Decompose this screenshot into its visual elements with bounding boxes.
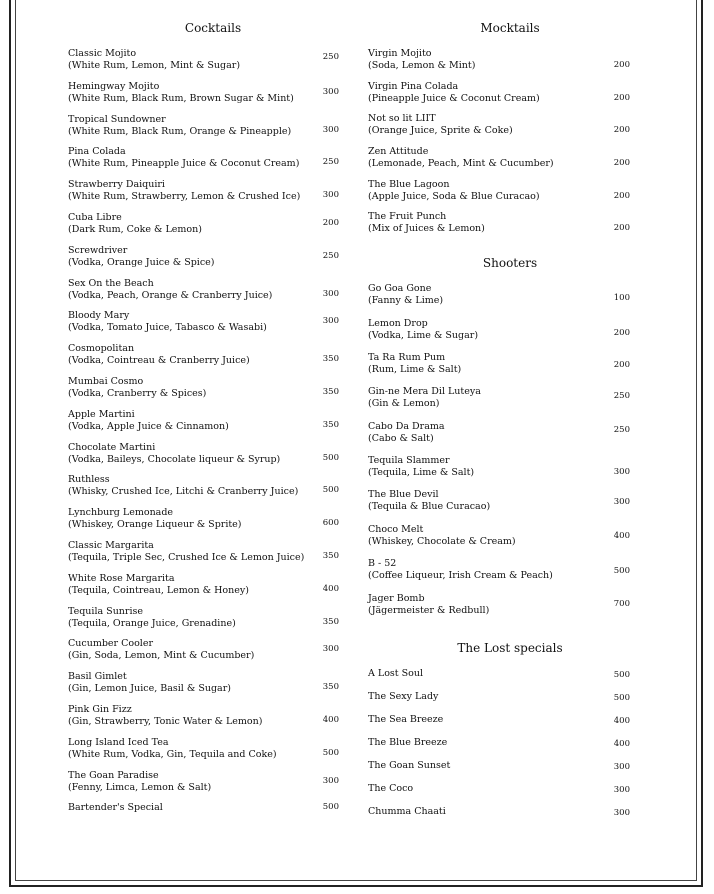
cocktails-item [68, 114, 291, 137]
cocktails-item [68, 606, 236, 629]
item-price: 250 [613, 425, 630, 435]
cocktails-item [68, 507, 242, 530]
item-price: 400 [322, 584, 339, 594]
item-ingredients: (Apple Juice, Soda & Blue Curacao) [368, 190, 540, 202]
item-ingredients: (Tequila, Triple Sec, Crushed Ice & Lemon Juice) [68, 551, 305, 563]
item-ingredients: (Jägermeister & Redbull) [368, 604, 490, 616]
item-ingredients: (White Rum, Lemon, Mint & Sugar) [68, 59, 241, 71]
cocktails-item [68, 638, 254, 661]
item-ingredients: (Vodka, Apple Juice & Cinnamon) [68, 420, 229, 432]
item-name: Ruthless [68, 474, 110, 485]
item-name: Hemingway Mojito [68, 81, 160, 92]
item-price: 400 [613, 716, 630, 726]
item-name: Cosmopolitan [68, 343, 135, 354]
shooters-item [368, 386, 481, 409]
specials-item [368, 783, 413, 795]
item-name: Lemon Drop [368, 318, 428, 329]
item-price: 350 [322, 420, 339, 430]
item-price: 400 [322, 715, 339, 725]
item-ingredients: (Rum, Lime & Salt) [368, 363, 462, 375]
item-ingredients: (Whiskey, Chocolate & Cream) [368, 535, 516, 547]
item-ingredients: (White Rum, Vodka, Gin, Tequila and Coke) [68, 748, 277, 760]
item-ingredients: (Dark Rum, Coke & Lemon) [68, 223, 202, 235]
cocktails-item [68, 81, 294, 104]
item-name: Mumbai Cosmo [68, 376, 144, 387]
item-price: 200 [613, 125, 630, 135]
item-ingredients: (White Rum, Black Rum, Brown Sugar & Mint) [68, 92, 294, 104]
item-name: Choco Melt [368, 524, 424, 535]
item-price: 300 [322, 125, 339, 135]
item-price: 350 [322, 682, 339, 692]
specials-item [368, 737, 447, 749]
mocktails-item [368, 211, 485, 234]
item-price: 200 [613, 328, 630, 338]
item-ingredients: (Vodka, Baileys, Chocolate liqueur & Syrup) [68, 453, 281, 465]
item-name: Virgin Mojito [368, 48, 432, 59]
cocktails-item [68, 671, 231, 694]
item-name: Go Goa Gone [368, 283, 432, 294]
cocktails-item [68, 573, 249, 596]
item-ingredients: (Orange Juice, Sprite & Coke) [368, 124, 513, 136]
cocktails-item [68, 802, 163, 814]
item-ingredients: (White Rum, Pineapple Juice & Coconut Cream) [68, 157, 300, 169]
item-name: Lynchburg Lemonade [68, 507, 174, 518]
item-name: Sex On the Beach [68, 278, 154, 289]
item-price: 200 [322, 218, 339, 228]
cocktails-item [68, 474, 298, 497]
item-price: 300 [613, 497, 630, 507]
item-name: The Blue Lagoon [368, 179, 450, 190]
item-price: 250 [322, 52, 339, 62]
item-name: The Goan Sunset [368, 760, 451, 771]
specials-item [368, 806, 446, 818]
item-ingredients: (White Rum, Strawberry, Lemon & Crushed Ice) [68, 190, 301, 202]
item-price: 350 [322, 617, 339, 627]
cocktails-item [68, 245, 214, 268]
cocktails-item [68, 343, 250, 366]
item-ingredients: (Vodka, Lime & Sugar) [368, 329, 479, 341]
item-ingredients: (Soda, Lemon & Mint) [368, 59, 476, 71]
mocktails-item [368, 146, 554, 169]
item-name: Cabo Da Drama [368, 421, 445, 432]
item-price: 200 [613, 360, 630, 370]
cocktails-item [68, 540, 304, 563]
item-name: Chocolate Martini [68, 442, 156, 453]
item-ingredients: (Gin, Lemon Juice, Basil & Sugar) [68, 682, 231, 694]
item-name: White Rose Margarita [68, 573, 175, 584]
item-name: Pina Colada [68, 146, 126, 157]
item-name: The Blue Devil [368, 489, 439, 500]
cocktails-item [68, 310, 267, 333]
item-name: Cuba Libre [68, 212, 122, 223]
item-name: Not so lit LIIT [368, 113, 436, 124]
item-ingredients: (Gin, Soda, Lemon, Mint & Cucumber) [68, 649, 255, 661]
item-price: 400 [613, 531, 630, 541]
item-ingredients: (Tequila & Blue Curacao) [368, 500, 491, 512]
item-name: The Sexy Lady [368, 691, 439, 702]
item-name: Chumma Chaati [368, 806, 446, 817]
cocktails-item [68, 48, 240, 71]
specials-item [368, 668, 423, 680]
item-price: 500 [613, 566, 630, 576]
cocktails-item [68, 278, 272, 301]
item-name: A Lost Soul [368, 668, 424, 679]
item-ingredients: (Pineapple Juice & Coconut Cream) [368, 92, 540, 104]
mocktails-item [368, 113, 513, 136]
item-price: 250 [322, 157, 339, 167]
item-ingredients: (Vodka, Tomato Juice, Tabasco & Wasabi) [68, 321, 267, 333]
item-name: Gin-ne Mera Dil Luteya [368, 386, 481, 397]
item-name: Virgin Pina Colada [368, 81, 459, 92]
cocktails-item [68, 409, 229, 432]
item-ingredients: (Whiskey, Orange Liqueur & Sprite) [68, 518, 242, 530]
item-price: 500 [322, 802, 339, 812]
cocktails-item [68, 179, 300, 202]
mocktails-item [368, 48, 475, 71]
item-price: 100 [613, 293, 630, 303]
item-name: The Coco [368, 783, 414, 794]
item-name: Screwdriver [68, 245, 128, 256]
item-ingredients: (Coffee Liqueur, Irish Cream & Peach) [368, 569, 553, 581]
item-name: Classic Margarita [68, 540, 154, 551]
item-price: 300 [322, 289, 339, 299]
item-name: Apple Martini [68, 409, 135, 420]
item-price: 250 [322, 251, 339, 261]
shooters-item [368, 318, 478, 341]
item-ingredients: (Tequila, Orange Juice, Grenadine) [68, 617, 236, 629]
item-price: 400 [613, 739, 630, 749]
item-name: Classic Mojito [68, 48, 137, 59]
mocktails-heading: Mocktails [480, 21, 540, 35]
item-price: 300 [613, 762, 630, 772]
item-ingredients: (Tequila, Lime & Salt) [368, 466, 475, 478]
item-ingredients: (Vodka, Cointreau & Cranberry Juice) [68, 354, 250, 366]
specials-heading: The Lost specials [457, 641, 563, 655]
item-ingredients: (Fanny & Lime) [368, 294, 444, 306]
specials-item [368, 760, 450, 772]
item-ingredients: (Cabo & Salt) [368, 432, 434, 444]
cocktails-heading: Cocktails [184, 21, 242, 35]
item-name: Pink Gin Fizz [68, 704, 132, 715]
item-ingredients: (Mix of Juices & Lemon) [368, 222, 485, 234]
item-price: 500 [613, 693, 630, 703]
shooters-item [368, 524, 516, 547]
item-name: Strawberry Daiquiri [68, 179, 165, 190]
item-ingredients: (Vodka, Orange Juice & Spice) [68, 256, 215, 268]
item-price: 600 [322, 518, 339, 528]
item-price: 350 [322, 387, 339, 397]
cocktails-item [68, 737, 277, 760]
item-name: The Fruit Punch [368, 211, 447, 222]
item-name: The Sea Breeze [368, 714, 444, 725]
shooters-item [368, 593, 489, 616]
item-price: 300 [322, 776, 339, 786]
item-name: Bloody Mary [68, 310, 130, 321]
item-price: 200 [613, 158, 630, 168]
mocktails-item [368, 179, 540, 202]
cocktails-item [68, 704, 262, 727]
shooters-item [368, 455, 474, 478]
item-price: 300 [322, 644, 339, 654]
item-ingredients: (Vodka, Peach, Orange & Cranberry Juice) [68, 289, 273, 301]
item-ingredients: (Whisky, Crushed Ice, Litchi & Cranberry Juice) [68, 485, 299, 497]
item-ingredients: (Gin, Strawberry, Tonic Water & Lemon) [68, 715, 263, 727]
item-name: Ta Ra Rum Pum [368, 352, 446, 363]
item-name: The Blue Breeze [368, 737, 448, 748]
item-price: 350 [322, 551, 339, 561]
item-name: Tequila Sunrise [68, 606, 144, 617]
specials-item [368, 714, 443, 726]
cocktails-item [68, 212, 202, 235]
item-price: 200 [613, 60, 630, 70]
item-price: 350 [322, 354, 339, 364]
item-price: 300 [613, 808, 630, 818]
cocktails-item [68, 442, 280, 465]
item-name: Tequila Slammer [368, 455, 450, 466]
cocktails-item [68, 376, 206, 399]
item-price: 200 [613, 93, 630, 103]
item-price: 500 [322, 453, 339, 463]
shooters-item [368, 489, 490, 512]
item-price: 700 [613, 599, 630, 609]
item-name: Bartender's Special [68, 802, 163, 813]
item-name: Cucumber Cooler [68, 638, 154, 649]
item-ingredients: (Vodka, Cranberry & Spices) [68, 387, 207, 399]
shooters-item [368, 283, 443, 306]
shooters-item [368, 421, 445, 444]
cocktails-item [68, 770, 211, 793]
item-name: B - 52 [368, 558, 397, 569]
specials-item [368, 691, 438, 703]
item-name: Basil Gimlet [68, 671, 127, 682]
item-name: Zen Attitude [368, 146, 429, 157]
item-price: 500 [322, 748, 339, 758]
shooters-item [368, 558, 553, 581]
item-ingredients: (Fenny, Limca, Lemon & Salt) [68, 781, 212, 793]
item-price: 300 [613, 467, 630, 477]
item-name: Long Island Iced Tea [68, 737, 169, 748]
item-price: 200 [613, 223, 630, 233]
item-price: 300 [322, 87, 339, 97]
item-price: 500 [613, 670, 630, 680]
item-price: 250 [613, 391, 630, 401]
item-name: Jager Bomb [368, 593, 425, 604]
item-price: 300 [322, 316, 339, 326]
shooters-heading: Shooters [482, 256, 538, 270]
item-price: 500 [322, 485, 339, 495]
mocktails-item [368, 81, 540, 104]
shooters-item [368, 352, 461, 375]
item-ingredients: (Gin & Lemon) [368, 397, 440, 409]
item-ingredients: (Lemonade, Peach, Mint & Cucumber) [368, 157, 554, 169]
item-price: 200 [613, 191, 630, 201]
cocktails-item [68, 146, 299, 169]
item-name: Tropical Sundowner [68, 114, 166, 125]
item-ingredients: (White Rum, Black Rum, Orange & Pineapple) [68, 125, 292, 137]
item-ingredients: (Tequila, Cointreau, Lemon & Honey) [68, 584, 249, 596]
item-name: The Goan Paradise [68, 770, 159, 781]
item-price: 300 [322, 190, 339, 200]
item-price: 300 [613, 785, 630, 795]
